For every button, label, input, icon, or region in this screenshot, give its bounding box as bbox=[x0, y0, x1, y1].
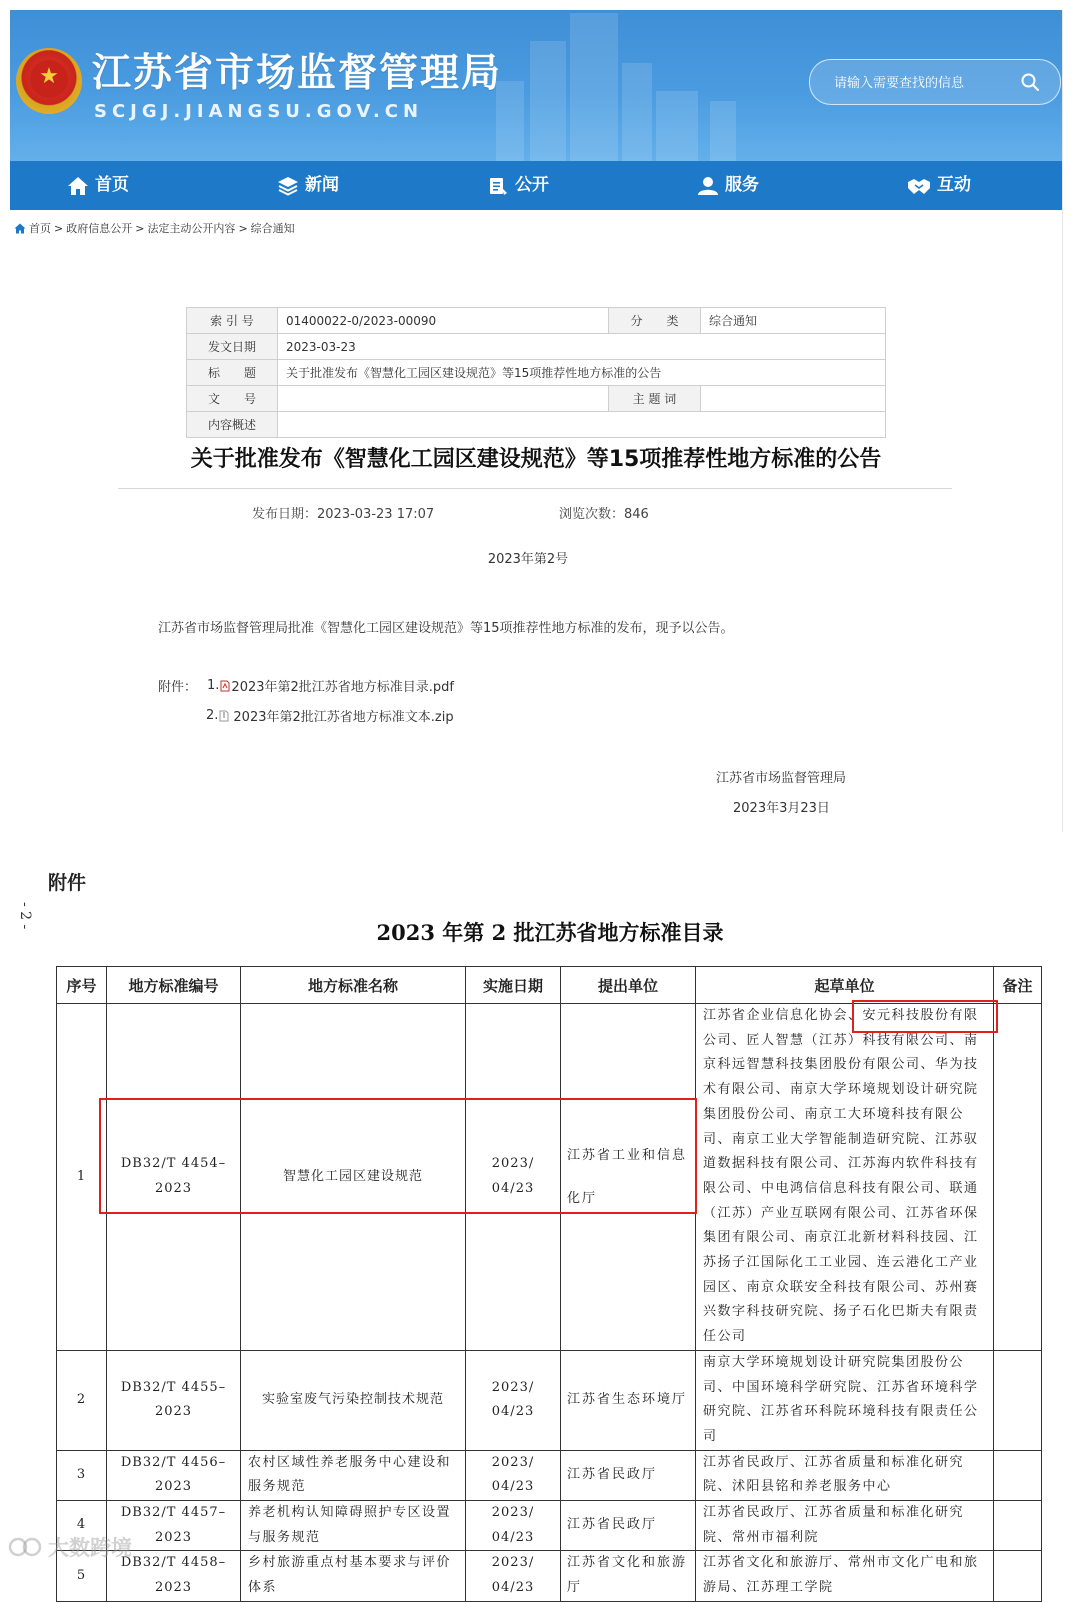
attachments-label: 附件： bbox=[158, 680, 198, 695]
cell-no: 5 bbox=[57, 1551, 107, 1601]
catalog-title: 2023 年第 2 批江苏省地方标准目录 bbox=[376, 920, 724, 945]
cell-no: 1 bbox=[57, 1004, 107, 1351]
cell-no: 3 bbox=[57, 1450, 107, 1500]
cell-name: 养老机构认知障碍照护专区设置与服务规范 bbox=[241, 1501, 466, 1551]
meta-value-subject bbox=[701, 386, 886, 412]
cell-drafter: 江苏省民政厅、江苏省质量和标准化研究院、沭阳县铭和养老服务中心 bbox=[696, 1450, 994, 1500]
zip-icon bbox=[219, 710, 229, 722]
search-input[interactable] bbox=[832, 72, 1016, 94]
standards-table bbox=[56, 966, 1042, 1602]
column-header: 提出单位 bbox=[561, 967, 696, 1004]
divider bbox=[118, 488, 952, 489]
meta-label-category: 分 类 bbox=[609, 308, 701, 334]
table-row bbox=[57, 1551, 1042, 1601]
watermark-text: 大数跨境 bbox=[48, 1536, 132, 1560]
building-graphic bbox=[656, 91, 698, 161]
table-header-row bbox=[57, 967, 1042, 1004]
nav-item-public[interactable] bbox=[487, 161, 549, 210]
nav-item-label: 新闻 bbox=[305, 175, 339, 195]
sign-date: 2023年3月23日 bbox=[733, 801, 830, 816]
cell-date: 2023/ 04/23 bbox=[466, 1551, 561, 1601]
main-nav bbox=[10, 161, 1062, 210]
nav-item-label: 首页 bbox=[95, 175, 129, 195]
cell-name: 农村区域性养老服务中心建设和服务规范 bbox=[241, 1450, 466, 1500]
view-count bbox=[559, 503, 649, 522]
user-icon bbox=[697, 176, 719, 196]
publish-date bbox=[252, 503, 434, 522]
breadcrumb-separator: > bbox=[238, 221, 248, 235]
page-number: - 2 - bbox=[17, 902, 33, 930]
nav-item-service[interactable] bbox=[697, 161, 759, 210]
cell-proposer: 江苏省工业和信息化厅 bbox=[561, 1004, 696, 1351]
meta-value-index: 01400022-0/2023-00090 bbox=[278, 308, 609, 334]
table-row bbox=[57, 1450, 1042, 1500]
watermark bbox=[8, 1532, 132, 1562]
column-header: 实施日期 bbox=[466, 967, 561, 1004]
web-page bbox=[10, 10, 1063, 832]
building-graphic bbox=[530, 41, 566, 161]
signer: 江苏省市场监督管理局 bbox=[716, 771, 847, 786]
meta-value-date: 2023-03-23 bbox=[278, 334, 886, 360]
building-graphic bbox=[622, 63, 652, 161]
breadcrumb-link-home[interactable]: 首页 bbox=[29, 222, 51, 235]
view-count-value: 846 bbox=[624, 507, 649, 522]
nav-item-interaction[interactable] bbox=[907, 161, 971, 210]
cell-code: DB32/T 4458–2023 bbox=[107, 1551, 241, 1601]
attachment-scan bbox=[0, 840, 1072, 1596]
nav-item-label: 公开 bbox=[515, 175, 549, 195]
nav-item-news[interactable] bbox=[277, 161, 339, 210]
cell-code: DB32/T 4457–2023 bbox=[107, 1501, 241, 1551]
breadcrumb bbox=[14, 220, 295, 236]
highlight-box-company bbox=[852, 1000, 998, 1033]
meta-label-docnum: 文 号 bbox=[187, 386, 278, 412]
meta-value-title: 关于批准发布《智慧化工园区建设规范》等15项推荐性地方标准的公告 bbox=[278, 360, 886, 386]
cell-code: DB32/T 4456–2023 bbox=[107, 1450, 241, 1500]
attachment-number: 1. bbox=[207, 678, 220, 693]
meta-value-category: 综合通知 bbox=[701, 308, 886, 334]
article-title: 关于批准发布《智慧化工园区建设规范》等15项推荐性地方标准的公告 bbox=[190, 447, 882, 472]
attachment-item bbox=[206, 706, 454, 725]
cell-drafter: 南京大学环境规划设计研究院集团股份公司、中国环境科学研究院、江苏省环境科学研究院、江苏省环科院环境科技有限责任公司 bbox=[696, 1350, 994, 1450]
search-box[interactable] bbox=[809, 59, 1061, 105]
view-count-label: 浏览次数： bbox=[559, 507, 625, 522]
meta-label-summary: 内容概述 bbox=[187, 412, 278, 438]
attachment-number: 2. bbox=[206, 708, 219, 723]
breadcrumb-link-notice[interactable]: 综合通知 bbox=[250, 222, 295, 235]
cell-date: 2023/ 04/23 bbox=[466, 1004, 561, 1351]
cell-code: DB32/T 4454–2023 bbox=[107, 1004, 241, 1351]
layers-icon bbox=[277, 176, 299, 196]
nav-item-label: 服务 bbox=[725, 175, 759, 195]
watermark-logo-icon bbox=[8, 1536, 44, 1558]
column-header: 地方标准名称 bbox=[241, 967, 466, 1004]
cell-date: 2023/ 04/23 bbox=[466, 1350, 561, 1450]
cell-code: DB32/T 4455–2023 bbox=[107, 1350, 241, 1450]
breadcrumb-separator: > bbox=[54, 221, 64, 235]
home-icon bbox=[14, 223, 26, 234]
publish-date-label: 发布日期： bbox=[252, 507, 318, 522]
national-emblem-logo[interactable]: ★ bbox=[16, 48, 82, 114]
cell-no: 2 bbox=[57, 1350, 107, 1450]
handshake-icon bbox=[907, 176, 931, 196]
meta-value-summary bbox=[278, 412, 886, 438]
meta-label-index: 索 引 号 bbox=[187, 308, 278, 334]
document-number: 2023年第2号 bbox=[487, 552, 569, 567]
pdf-icon bbox=[220, 680, 230, 692]
nav-item-home[interactable] bbox=[67, 161, 129, 210]
highlight-box-row-1 bbox=[99, 1098, 697, 1214]
cell-name: 智慧化工园区建设规范 bbox=[241, 1004, 466, 1351]
column-header: 序号 bbox=[57, 967, 107, 1004]
cell-name: 实验室废气污染控制技术规范 bbox=[241, 1350, 466, 1450]
building-graphic bbox=[710, 101, 736, 161]
document-icon bbox=[487, 176, 509, 196]
document-meta-table bbox=[186, 307, 886, 438]
meta-label-subject: 主 题 词 bbox=[609, 386, 701, 412]
cell-proposer: 江苏省民政厅 bbox=[561, 1501, 696, 1551]
cell-no: 4 bbox=[57, 1501, 107, 1551]
cell-drafter: 江苏省民政厅、江苏省质量和标准化研究院、常州市福利院 bbox=[696, 1501, 994, 1551]
attachment-item bbox=[158, 676, 454, 695]
cell-proposer: 江苏省文化和旅游厅 bbox=[561, 1551, 696, 1601]
cell-date: 2023/ 04/23 bbox=[466, 1501, 561, 1551]
nav-item-label: 互动 bbox=[937, 175, 971, 195]
cell-drafter: 江苏省文化和旅游厅、常州市文化广电和旅游局、江苏理工学院 bbox=[696, 1551, 994, 1601]
column-header: 备注 bbox=[994, 967, 1042, 1004]
meta-label-date: 发文日期 bbox=[187, 334, 278, 360]
home-icon bbox=[67, 176, 89, 196]
cell-note bbox=[994, 1450, 1042, 1500]
site-domain: SCJGJ.JIANGSU.GOV.CN bbox=[94, 101, 424, 122]
attachment-heading: 附件 bbox=[48, 872, 87, 894]
meta-label-title: 标 题 bbox=[187, 360, 278, 386]
meta-value-docnum bbox=[278, 386, 609, 412]
column-header: 地方标准编号 bbox=[107, 967, 241, 1004]
cell-note bbox=[994, 1501, 1042, 1551]
column-header: 起草单位 bbox=[696, 967, 994, 1004]
building-graphic bbox=[570, 13, 618, 161]
attachment-link-zip[interactable]: 2023年第2批江苏省地方标准文本.zip bbox=[233, 710, 454, 725]
breadcrumb-link-public-content[interactable]: 法定主动公开内容 bbox=[147, 222, 236, 235]
publish-date-value: 2023-03-23 17:07 bbox=[317, 507, 435, 522]
cell-note bbox=[994, 1551, 1042, 1601]
cell-date: 2023/ 04/23 bbox=[466, 1450, 561, 1500]
cell-name: 乡村旅游重点村基本要求与评价体系 bbox=[241, 1551, 466, 1601]
table-row bbox=[57, 1350, 1042, 1450]
search-icon[interactable] bbox=[1019, 71, 1041, 93]
cell-note bbox=[994, 1350, 1042, 1450]
site-title[interactable]: 江苏省市场监督管理局 bbox=[92, 51, 503, 96]
cell-proposer: 江苏省生态环境厅 bbox=[561, 1350, 696, 1450]
breadcrumb-separator: > bbox=[135, 221, 145, 235]
cell-note bbox=[994, 1004, 1042, 1351]
cell-drafter: 江苏省企业信息化协会、安元科技股份有限公司、匠人智慧（江苏）科技有限公司、南京科远智慧科技集团股份有限公司、华为技术有限公司、南京大学环境规划设计研究院集团股份公司、南京工大环境科技有限公司、南京工业大学智能制造研究院、江苏驭道数据科技有限公司、江苏海内软件科技有限公司、中电鸿信信息科技有限公司、联通（江苏）产业互联网有限公司、江苏省环保集团有限公司、南京江北新材料科技园、江苏扬子江国际化工工业园、连云港化工产业园区、南京众联安全科技有限公司、苏州赛兴数字科技研究院、扬子石化巴斯夫有限责任公司 bbox=[696, 1004, 994, 1351]
breadcrumb-link-gov-info[interactable]: 政府信息公开 bbox=[66, 222, 133, 235]
cell-proposer: 江苏省民政厅 bbox=[561, 1450, 696, 1500]
attachment-link-pdf[interactable]: 2023年第2批江苏省地方标准目录.pdf bbox=[231, 680, 454, 695]
site-banner bbox=[10, 10, 1062, 161]
table-row bbox=[57, 1501, 1042, 1551]
article-body: 江苏省市场监督管理局批准《智慧化工园区建设规范》等15项推荐性地方标准的发布，现予以公告。 bbox=[158, 621, 734, 636]
